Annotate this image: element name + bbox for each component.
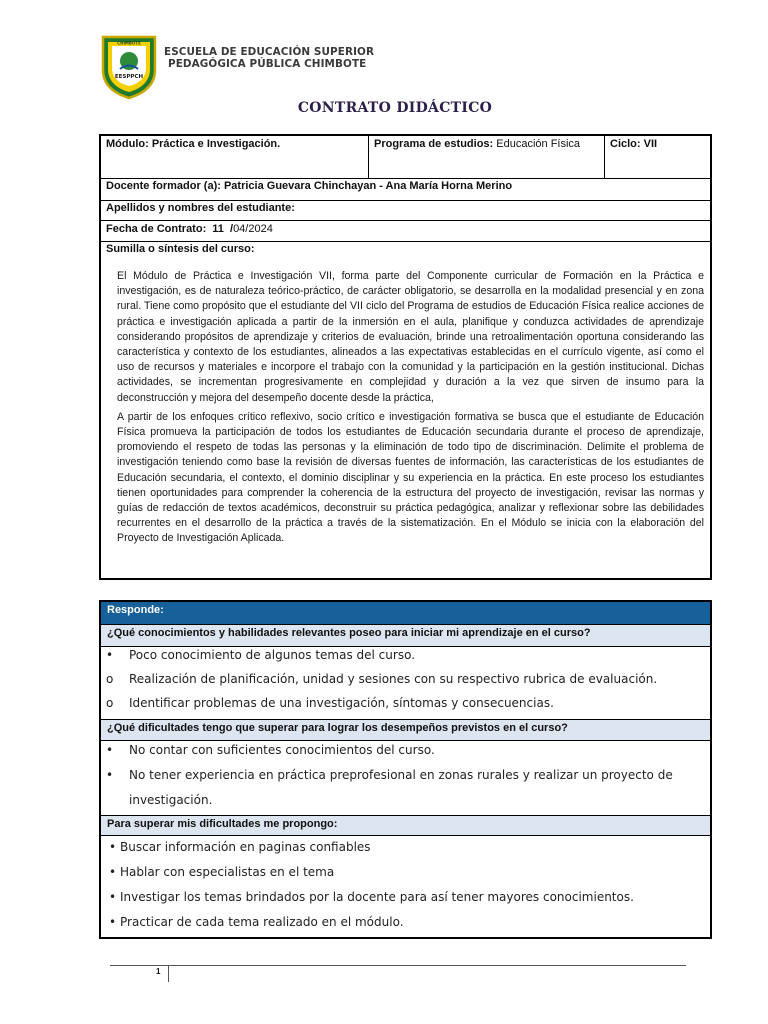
list-item-text: No tener experiencia en práctica preprofesional en zonas rurales y realizar un proyecto de xyxy=(129,768,673,782)
list-bullet: • xyxy=(106,768,114,782)
summary-label: Sumilla o síntesis del curso: xyxy=(106,243,255,255)
logo-top-text: CHIMBOTE xyxy=(117,40,141,46)
question-proposals: Para superar mis dificultades me propongo: xyxy=(101,815,710,836)
page-number: 1 xyxy=(156,967,161,976)
school-name xyxy=(164,46,374,70)
footer-divider xyxy=(110,965,686,966)
contract-table xyxy=(99,134,712,580)
respond-header: Responde: xyxy=(101,602,710,625)
school-name-line2: PEDAGÓGICA PÚBLICA CHIMBOTE xyxy=(168,58,367,70)
logo-mid-text: EESPPCH xyxy=(114,74,144,80)
school-logo-icon xyxy=(100,34,158,100)
date-month: 04/ xyxy=(233,223,249,235)
list-item-text: Poco conocimiento de algunos temas del curso. xyxy=(129,648,416,662)
module-row xyxy=(101,136,710,179)
list-item-text: Practicar de cada tema realizado en el módulo. xyxy=(120,915,404,929)
student-row xyxy=(101,201,710,221)
list-bullet: • xyxy=(106,648,114,662)
list-item-text: Identificar problemas de una investigación, síntomas y consecuencias. xyxy=(129,696,554,710)
question-knowledge: ¿Qué conocimientos y habilidades relevantes poseo para iniciar mi aprendizaje en el curso? xyxy=(101,624,710,647)
program-value: Educación Física xyxy=(496,138,581,150)
date-separator: / xyxy=(230,223,234,235)
list-bullet: • xyxy=(109,890,117,904)
list-bullet: • xyxy=(109,840,117,854)
respond-table xyxy=(99,600,712,939)
list-item-text: Buscar información en paginas confiables xyxy=(120,840,371,854)
list-item-text: investigación. xyxy=(129,793,213,807)
student-cell: Apellidos y nombres del estudiante: xyxy=(106,202,295,214)
date-cell xyxy=(101,221,710,241)
document-header xyxy=(100,32,374,102)
cycle-cell: Ciclo: VII xyxy=(610,138,658,150)
date-day: 11 xyxy=(212,223,224,235)
summary-label-row xyxy=(101,242,710,261)
list-bullet: • xyxy=(106,743,114,757)
program-label: Programa de estudios: xyxy=(374,138,494,150)
course-summary xyxy=(101,261,710,578)
document-title: CONTRATO DIDÁCTICO xyxy=(297,100,493,116)
date-label: Fecha de Contrato: xyxy=(106,223,207,235)
list-item-text: Realización de planificación, unidad y sesiones con su respectivo rubrica de evaluación. xyxy=(129,672,658,686)
list-item-text: Investigar los temas brindados por la docente para así tener mayores conocimientos. xyxy=(120,890,634,904)
module-cell: Módulo: Práctica e Investigación. xyxy=(101,136,369,178)
summary-paragraph-2: A partir de los enfoques crítico reflexivo, socio crítico e investigación formativa se busca que el estudiante de Educación Física promueva la participación de todos los estudiantes de Educación secundaria durante el proceso de aprendizaje, promoviendo el respeto de todas las personas y la eliminación de todo tipo de discriminación. Delimite el problema de investigación teniendo como base la revisión de diversas fuentes de información, las características de los estudiantes de Educación secundaria, el contexto, el dominio disciplinar y su experiencia en la práctica. En este proceso los estudiantes tienen oportunidades para comprender la coherencia de la estructura del proyecto de investigación, revisar las normas y guías de redacción de textos académicos, deconstruir su práctica pedagógica, analizar y reflexionar sobre las debilidades recurrentes en el desarrollo de la práctica a través de la sistematización. En el Módulo se inicia con la elaboración del Proyecto de Investigación Aplicada. xyxy=(117,410,704,545)
summary-paragraph-1: El Módulo de Práctica e Investigación VII, forma parte del Componente curricular de Formación en la Práctica e investigación, es de naturaleza teórico-práctico, de carácter obligatorio, se desarrolla en la modalidad presencial y en zona rural. Tiene como propósito que el estudiante del VII ciclo del Programa de estudios de Educación Física realice acciones de práctica e investigación aplicada a partir de la inmersión en el aula, planifique y conduzca actividades de aprendizaje considerando propósitos de aprendizaje y criterios de evaluación, brinde una retroalimentación oportuna considerando las característica y contexto de los estudiantes, alineados a las expectativas establecidas en el currículo vigente, así como el uso de recursos y materiales e incorpore el trabajo con la comunidad y la participación en la gestión institucional. Dichas actividades, se incrementan progresivamente en complejidad y duración a la vez que sirven de insumo para la deconstrucción y mejora del desempeño docente desde la práctica, xyxy=(117,270,704,404)
date-row xyxy=(101,221,710,242)
page-number-bar xyxy=(168,966,169,982)
program-cell xyxy=(369,136,605,178)
teacher-cell: Docente formador (a): Patricia Guevara Chinchayan - Ana María Horna Merino xyxy=(106,180,513,192)
teacher-row xyxy=(101,179,710,201)
list-bullet: • xyxy=(109,865,117,879)
list-item-text: No contar con suficientes conocimientos del curso. xyxy=(129,743,435,757)
list-bullet: o xyxy=(106,672,114,686)
question-difficulties: ¿Qué dificultades tengo que superar para lograr los desempeños previstos en el curso? xyxy=(101,719,710,741)
list-item-text: Hablar con especialistas en el tema xyxy=(120,865,335,879)
school-name-line1: ESCUELA DE EDUCACIÓN SUPERIOR xyxy=(164,46,375,58)
list-bullet: • xyxy=(109,915,117,929)
list-bullet: o xyxy=(106,696,114,710)
date-year: 2024 xyxy=(248,223,273,235)
